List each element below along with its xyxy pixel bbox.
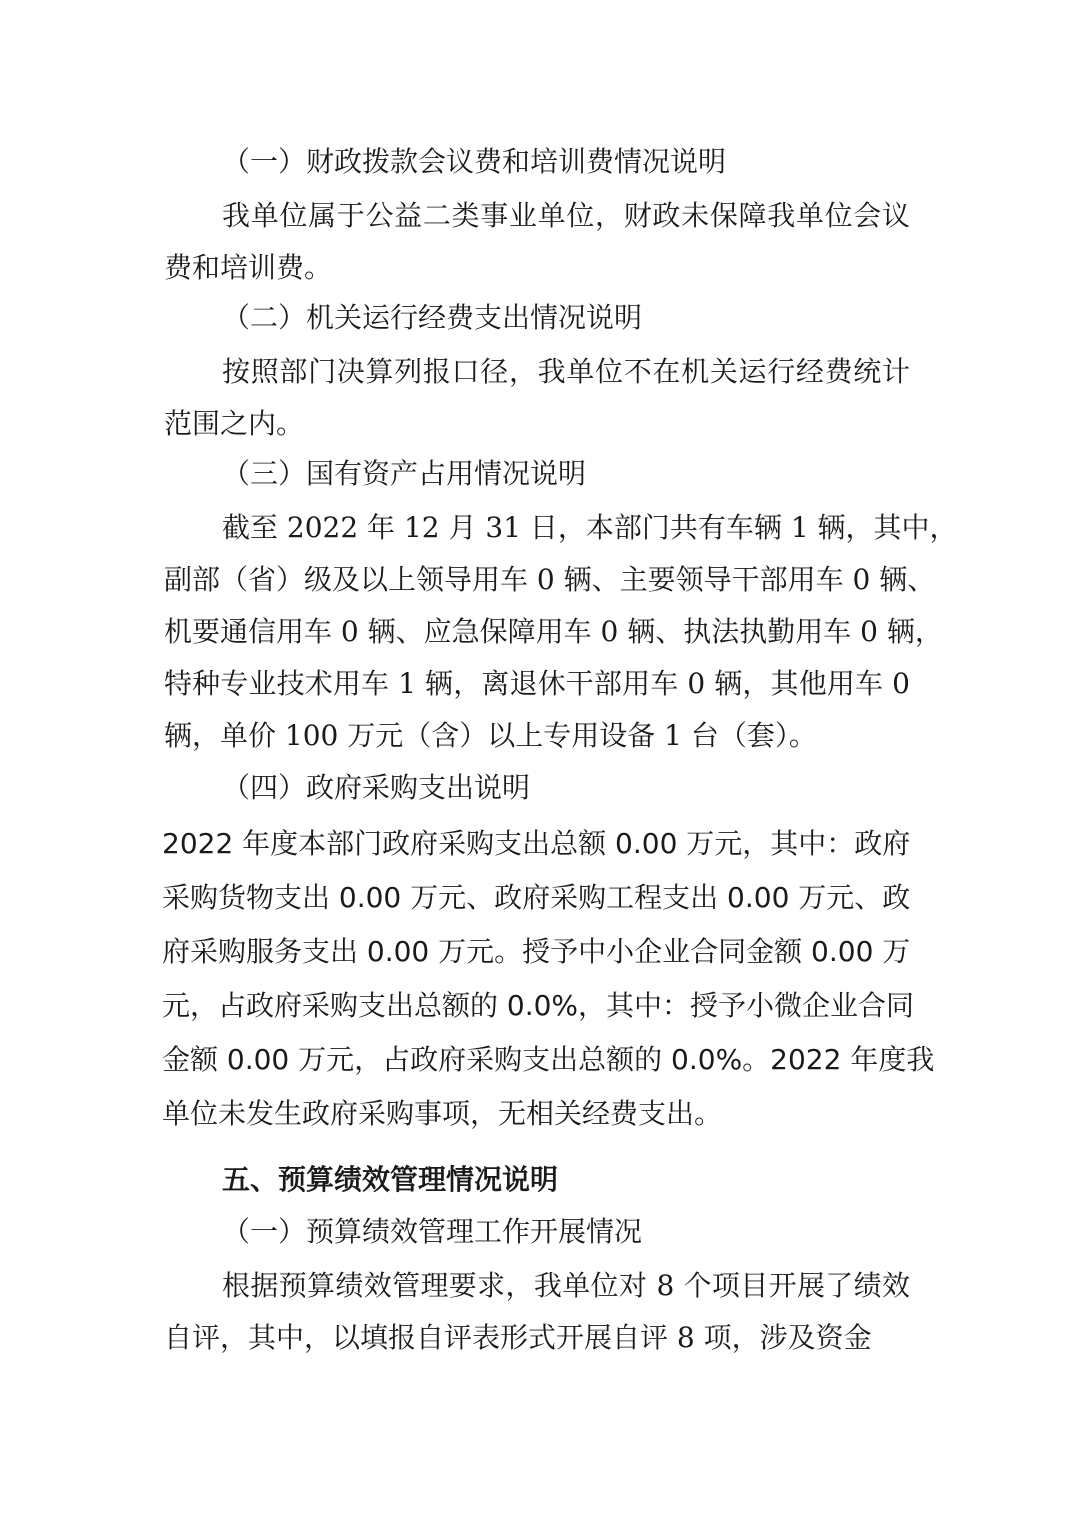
paragraph-line: 自评，其中，以填报自评表形式开展自评 8 项，涉及资金 xyxy=(164,1321,872,1354)
paragraph-line: 副部（省）级及以上领导用车 0 辆、主要领导干部用车 0 辆、 xyxy=(164,563,936,596)
paragraph-line: 2022 年度本部门政府采购支出总额 0.00 万元，其中：政府 xyxy=(162,827,911,860)
section-heading-procurement: （四）政府采购支出说明 xyxy=(222,771,531,804)
paragraph-line: 单位未发生政府采购事项，无相关经费支出。 xyxy=(162,1097,723,1130)
paragraph-line: 机要通信用车 0 辆、应急保障用车 0 辆、执法执勤用车 0 辆， xyxy=(164,615,943,648)
paragraph-line: 府采购服务支出 0.00 万元。授予中小企业合同金额 0.00 万 xyxy=(162,935,911,968)
paragraph-line: 金额 0.00 万元，占政府采购支出总额的 0.0%。2022 年度我 xyxy=(162,1043,935,1076)
paragraph-line: 截至 2022 年 12 月 31 日，本部门共有车辆 1 辆，其中， xyxy=(222,511,958,544)
paragraph-line: 元，占政府采购支出总额的 0.0%，其中：授予小微企业合同 xyxy=(162,989,915,1022)
paragraph-line: 我单位属于公益二类事业单位，财政未保障我单位会议 xyxy=(222,199,910,232)
paragraph-line: 范围之内。 xyxy=(164,407,305,440)
paragraph-line: 按照部门决算列报口径，我单位不在机关运行经费统计 xyxy=(222,355,910,388)
section-heading-performance-work: （一）预算绩效管理工作开展情况 xyxy=(222,1215,643,1248)
paragraph-line: 辆，单价 100 万元（含）以上专用设备 1 台（套）。 xyxy=(164,719,817,752)
section-heading-state-assets: （三）国有资产占用情况说明 xyxy=(222,457,587,490)
paragraph-line: 采购货物支出 0.00 万元、政府采购工程支出 0.00 万元、政 xyxy=(162,881,911,914)
chapter-heading-budget-performance: 五、预算绩效管理情况说明 xyxy=(222,1163,559,1196)
paragraph-line: 特种专业技术用车 1 辆，离退休干部用车 0 辆，其他用车 0 xyxy=(164,667,910,700)
paragraph-line: 费和培训费。 xyxy=(164,251,333,284)
section-heading-meeting-training-fees: （一）财政拨款会议费和培训费情况说明 xyxy=(222,145,727,178)
paragraph-line: 根据预算绩效管理要求，我单位对 8 个项目开展了绩效 xyxy=(222,1269,910,1302)
section-heading-operating-expenses: （二）机关运行经费支出情况说明 xyxy=(222,301,643,334)
